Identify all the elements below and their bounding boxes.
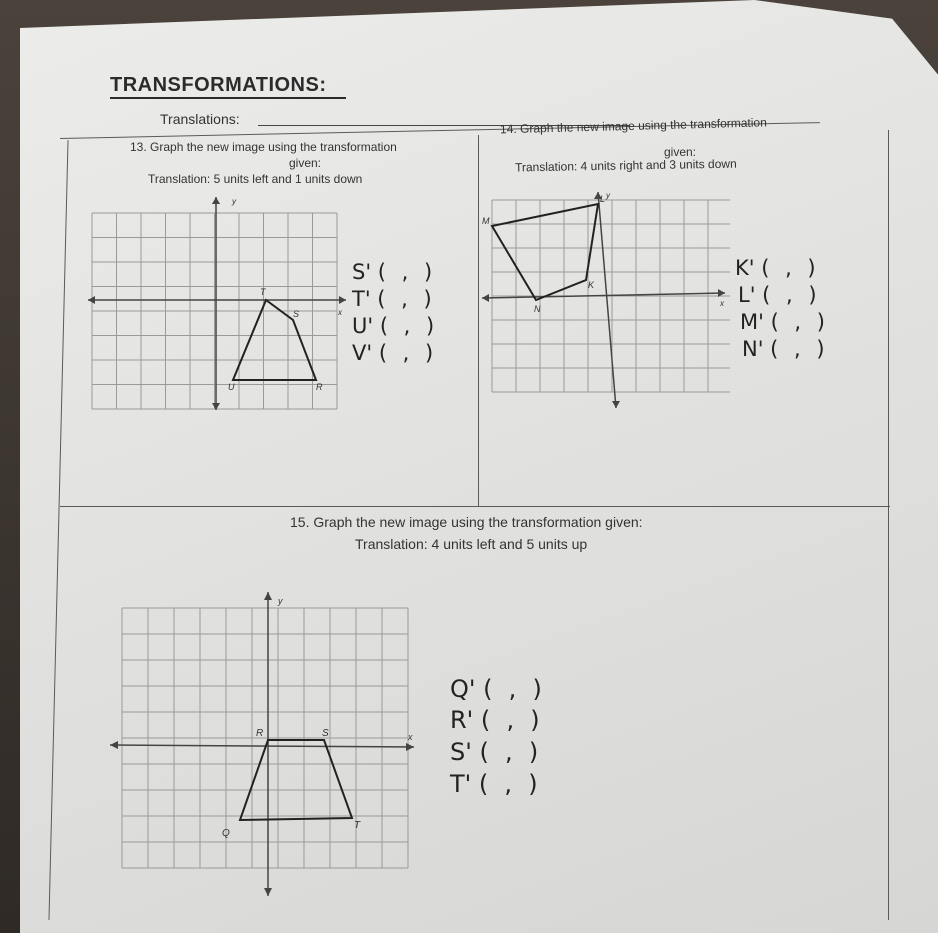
vertex-label: M: [482, 216, 490, 226]
problem-15-coordinate-grid: [108, 590, 420, 900]
answer-k-prime[interactable]: K' ( , ): [735, 256, 816, 280]
x-axis-arrow-icon: [482, 294, 489, 302]
vertex-label: N: [534, 304, 541, 314]
problem-13-instruction: 13. Graph the new image using the transformation: [130, 140, 397, 154]
vertex-label: R: [316, 382, 323, 392]
problem-13-given: given:: [288, 156, 322, 170]
answer-t-prime[interactable]: T' ( , ): [352, 287, 432, 311]
problem-15-instruction: 15. Graph the new image using the transformation given:: [290, 514, 643, 530]
problem-13-trapezoid: [233, 300, 316, 380]
vertex-label: T: [260, 287, 266, 297]
x-axis-label: x: [408, 732, 413, 742]
answer-t-prime[interactable]: T' ( , ): [450, 770, 538, 798]
vertex-label: L: [600, 194, 606, 204]
vertex-label: T: [354, 820, 361, 831]
frame-middle-line: [60, 506, 890, 507]
x-axis-arrow-icon: [339, 296, 346, 304]
problem-15-trapezoid: [240, 740, 352, 820]
problem-14-instruction: 14. Graph the new image using the transformation: [499, 115, 767, 137]
x-axis-arrow-icon: [406, 743, 414, 751]
vertex-label: S: [293, 309, 300, 319]
problem-14-coordinate-grid: [480, 190, 730, 415]
problem-13-coordinate-grid: [88, 195, 348, 415]
x-axis-label: x: [338, 308, 342, 317]
answer-m-prime[interactable]: M' ( , ): [740, 310, 825, 334]
answer-s-prime[interactable]: S' ( , ): [450, 738, 539, 766]
vertex-label: K: [588, 280, 595, 290]
problem-14-rule: Translation: 4 units right and 3 units down: [514, 156, 737, 175]
answer-l-prime[interactable]: L' ( , ): [738, 283, 817, 307]
problem-15-rule: Translation: 4 units left and 5 units up: [355, 536, 588, 552]
answer-s-prime[interactable]: S' ( , ): [352, 260, 433, 284]
y-axis-arrow-icon: [612, 401, 620, 408]
answer-r-prime[interactable]: R' ( , ): [450, 706, 540, 734]
frame-right-line: [888, 130, 889, 920]
y-axis-label: y: [232, 197, 236, 206]
y-axis-arrow-icon: [264, 888, 272, 896]
x-axis-arrow-icon: [110, 741, 118, 749]
y-axis-label: y: [606, 191, 610, 200]
section-label: Translations:: [160, 111, 240, 127]
x-axis-label: x: [720, 299, 724, 308]
page-title: TRANSFORMATIONS:: [110, 74, 327, 96]
vertex-label: R: [256, 728, 264, 739]
answer-u-prime[interactable]: U' ( , ): [352, 314, 435, 338]
vertex-label: U: [228, 382, 235, 392]
answer-q-prime[interactable]: Q' ( , ): [450, 675, 542, 703]
problem-14-quadrilateral: [492, 204, 598, 300]
frame-divider-vertical: [478, 135, 479, 507]
problem-14-given: given:: [663, 145, 697, 159]
y-axis-arrow-icon: [264, 592, 272, 600]
answer-v-prime[interactable]: V' ( , ): [352, 341, 434, 365]
vertex-label: S: [322, 728, 329, 739]
answer-n-prime[interactable]: N' ( , ): [742, 337, 825, 361]
y-axis-label: y: [278, 596, 283, 606]
x-axis: [110, 745, 414, 747]
title-underline: [110, 97, 346, 99]
vertex-label: Q: [222, 828, 230, 839]
y-axis-arrow-icon: [212, 197, 220, 204]
problem-13-rule: Translation: 5 units left and 1 units down: [148, 172, 363, 186]
